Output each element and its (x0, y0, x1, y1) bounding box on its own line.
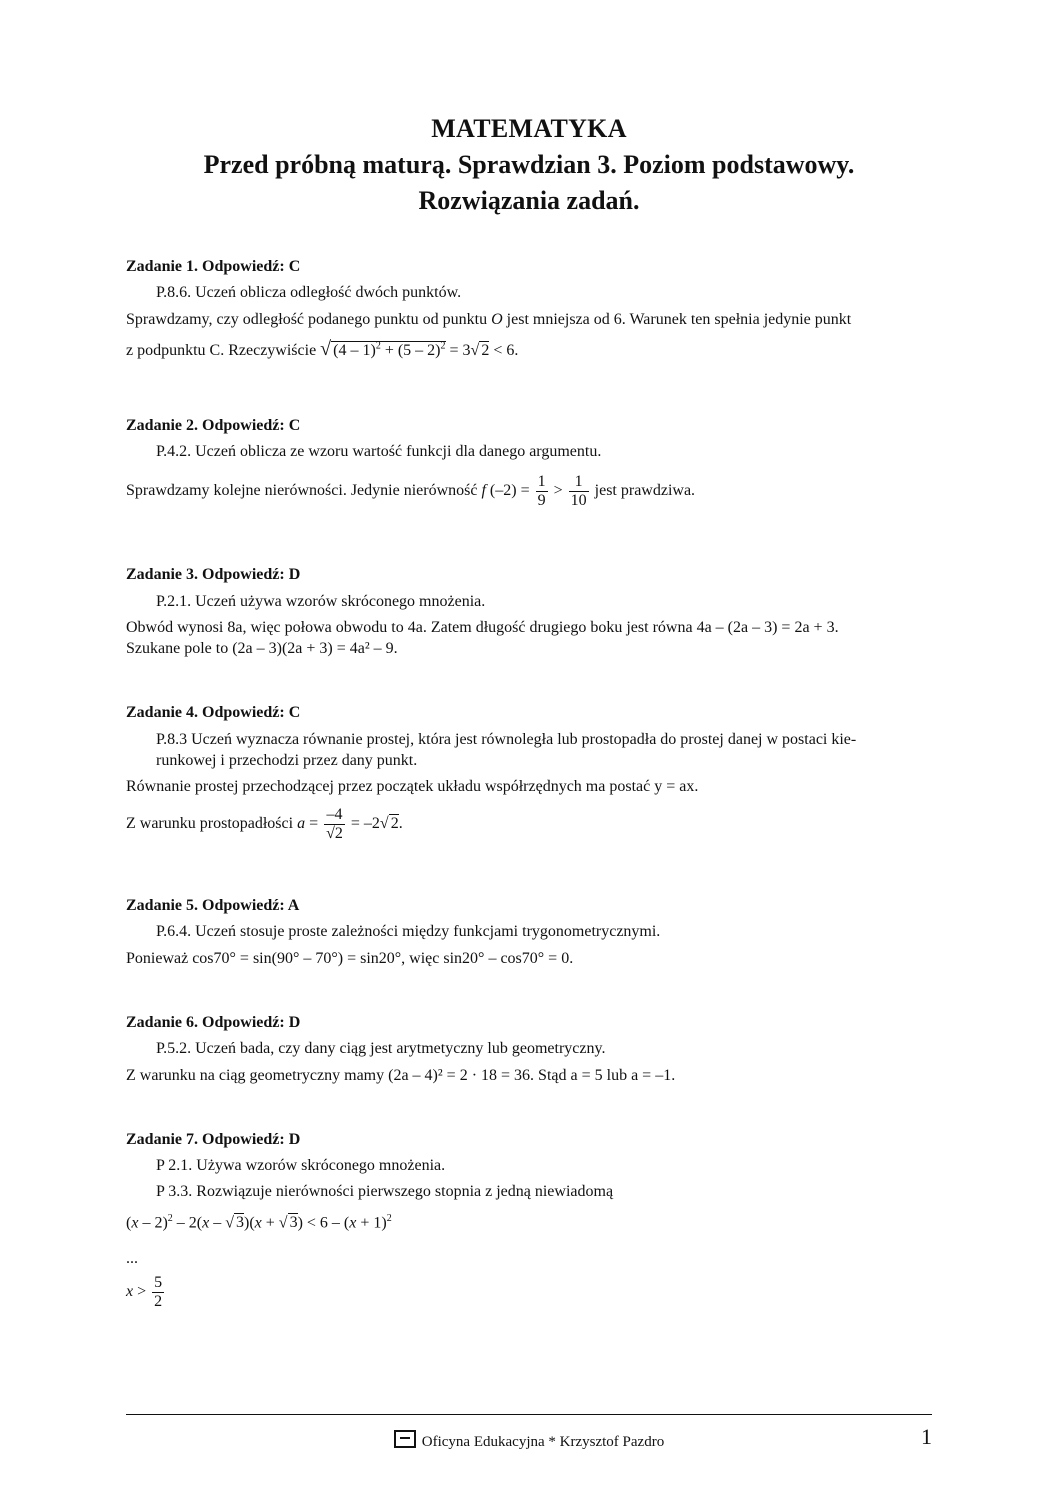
task-3-text-1: Obwód wynosi 8a, więc połowa obwodu to 4a. Zatem długość drugiego boku jest równa 4a – (2a – 3) = 2a + 3. (126, 619, 839, 636)
task-3-heading: Zadanie 3. Odpowiedź: D (126, 566, 301, 583)
publisher-name: Oficyna Edukacyjna * Krzysztof Pazdro (421, 1434, 665, 1450)
publisher-logo-icon (394, 1430, 416, 1448)
task-7-ellipsis: ... (126, 1250, 138, 1267)
task-4-text-1: Równanie prostej przechodzącej przez początek układu współrzędnych ma postać y = ax. (126, 778, 699, 795)
task-4-text-2: Z warunku prostopadłości a = $\frac{-4}{√2}$ = –2√ 2. (126, 806, 403, 842)
task-6-standard: P.5.2. Uczeń bada, czy dany ciąg jest arytmetyczny lub geometryczny. (156, 1040, 606, 1057)
document-subtitle-2: Rozwiązania zadań. (418, 186, 640, 215)
task-3-text-2: Szukane pole to (2a – 3)(2a + 3) = 4a² – 9. (126, 640, 398, 657)
task-2-formula: f (–2) = $\frac{1}{9}$ > $\frac{1}{10}$ (481, 473, 587, 509)
task-5-heading: Zadanie 5. Odpowiedź: A (126, 897, 300, 914)
footer (0, 1430, 1058, 1451)
task-2-standard: P.4.2. Uczeń oblicza ze wzoru wartość funkcji dla danego argumentu. (156, 443, 602, 460)
document-title: MATEMATYKA (431, 114, 627, 143)
document-subtitle: Przed próbną maturą. Sprawdzian 3. Poziom podstawowy. (203, 150, 855, 179)
task-2-heading: Zadanie 2. Odpowiedź: C (126, 417, 301, 434)
task-7-standard-2: P 3.3. Rozwiązuje nierówności pierwszego stopnia z jedną niewiadomą (156, 1183, 614, 1200)
task-5-text: Ponieważ cos70° = sin(90° – 70°) = sin20°, więc sin20° – cos70° = 0. (126, 950, 574, 967)
task-7-inequality: (x – 2)$^2$ – 2(x – √ 3)(x + √ $3) < 6 - (x + 1)^2$ (126, 1213, 392, 1232)
task-1-text-2: z podpunktu C. Rzeczywiście √ (4 – 1)$^2$ + (5 – 2)$^2$ = 3√ 2 < 6. (126, 338, 519, 360)
task-4-formula: a = $\frac{-4}{√2}$ = –2√ 2. (297, 806, 403, 842)
task-1-formula: √ (4 – 1)$^2$ + (5 – 2)$^2$ = 3√ 2 < 6. (320, 338, 519, 360)
task-4-standard-2: runkowej i przechodzi przez dany punkt. (156, 752, 418, 769)
task-2-text: Sprawdzamy kolejne nierówności. Jedynie nierówność f (–2) = $\frac{1}{9}$ > $\frac{1}{10}$ jest prawdziwa. (126, 473, 696, 509)
task-5-standard: P.6.4. Uczeń stosuje proste zależności między funkcjami trygonometrycznymi. (156, 923, 661, 940)
task-7-standard-1: P 2.1. Używa wzorów skróconego mnożenia. (156, 1157, 446, 1174)
page-number: 1 (921, 1424, 932, 1449)
task-1-heading: Zadanie 1. Odpowiedź: C (126, 258, 301, 275)
task-1-standard: P.8.6. Uczeń oblicza odległość dwóch punktów. (156, 284, 462, 301)
task-7-heading: Zadanie 7. Odpowiedź: D (126, 1131, 301, 1148)
task-4-standard-1: P.8.3 Uczeń wyznacza równanie prostej, która jest równoległa lub prostopadła do prostej danej w postaci kie- (156, 731, 857, 748)
task-6-text: Z warunku na ciąg geometryczny mamy (2a – 4)² = 2 · 18 = 36. Stąd a = 5 lub a = –1. (126, 1067, 676, 1084)
task-7-solution: x > $\frac{5}{2}$ (126, 1274, 163, 1310)
task-6-heading: Zadanie 6. Odpowiedź: D (126, 1014, 301, 1031)
task-1-text-1: Sprawdzamy, czy odległość podanego punktu od punktu O jest mniejsza od 6. Warunek ten spełnia jedynie punkt (126, 311, 852, 328)
task-3-standard: P.2.1. Uczeń używa wzorów skróconego mnożenia. (156, 593, 486, 610)
task-4-heading: Zadanie 4. Odpowiedź: C (126, 704, 301, 721)
footer-divider (126, 1414, 932, 1415)
